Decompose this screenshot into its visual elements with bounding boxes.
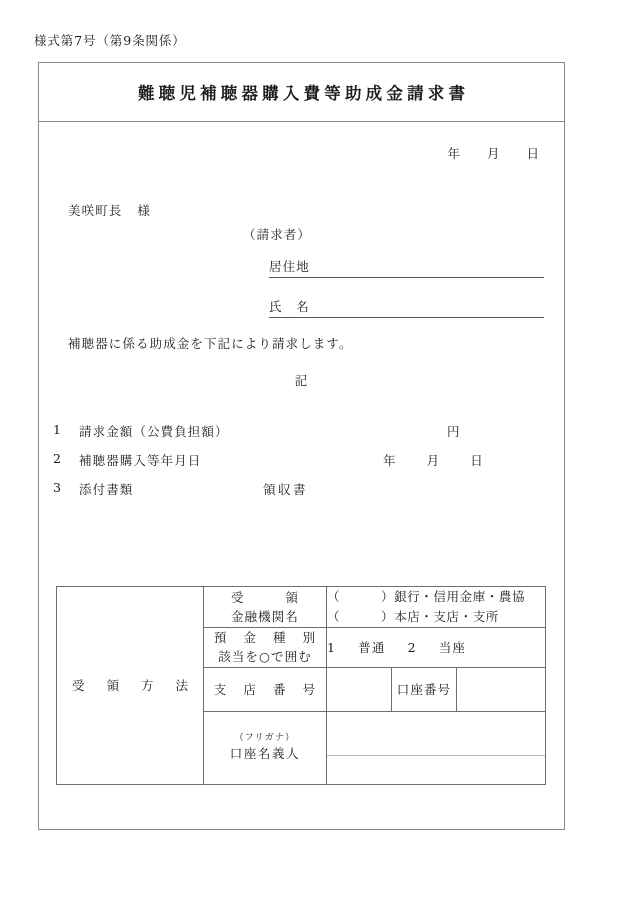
table-row-bank xyxy=(57,587,546,628)
receipt-method-char-1: 受 xyxy=(71,677,85,693)
purchase-year-label: 年 xyxy=(383,453,397,468)
addressee-honorific: 様 xyxy=(137,203,152,218)
furigana-value[interactable] xyxy=(327,740,545,756)
branch-type-line xyxy=(327,607,545,627)
branch-char-2: 店 xyxy=(243,681,257,697)
deposit-char-3: 種 xyxy=(273,630,287,645)
claim-amount-unit: 円 xyxy=(447,424,461,439)
deposit-char-1: 預 xyxy=(213,630,228,645)
receipt-method-char-4: 法 xyxy=(175,677,189,693)
account-number-key: 口座番号 xyxy=(392,667,457,711)
deposit-option-2-label[interactable]: 当座 xyxy=(438,640,467,656)
item-purchase-date xyxy=(53,451,544,480)
addressee-office: 美咲町長 xyxy=(68,203,123,218)
item-list xyxy=(53,422,544,509)
name-field[interactable] xyxy=(269,298,544,318)
item-number: 1 xyxy=(53,422,63,437)
purchase-day-label: 日 xyxy=(470,453,484,468)
branch-char-4: 号 xyxy=(302,681,317,697)
account-number-value[interactable] xyxy=(457,667,546,711)
account-holder-key xyxy=(204,711,327,784)
deposit-key-line-1 xyxy=(204,628,326,647)
request-statement: 補聴器に係る助成金を下記により請求します。 xyxy=(68,336,353,351)
account-holder-value[interactable] xyxy=(327,711,546,784)
deposit-option-1-number: 1 xyxy=(327,640,337,656)
bank-name-key xyxy=(204,587,327,628)
deposit-option-2-number: 2 xyxy=(407,640,417,656)
bank-name-value[interactable] xyxy=(327,587,546,628)
purchase-date-value[interactable] xyxy=(383,451,484,469)
bank-paren-open-1: （ xyxy=(327,589,341,604)
receipt-method-char-2: 領 xyxy=(106,677,119,693)
bank-paren-open-2: （ xyxy=(327,609,341,624)
title-band xyxy=(39,63,564,122)
addressee xyxy=(68,201,151,219)
document-body xyxy=(39,122,564,829)
branch-type-options: ）本店・支店・支所 xyxy=(381,609,499,624)
branch-number-key xyxy=(204,667,327,711)
item-attachments xyxy=(53,480,544,509)
item-label: 添付書類 xyxy=(79,482,134,497)
account-holder-label: 口座名義人 xyxy=(229,746,301,762)
receipt-method-table xyxy=(56,586,546,785)
document-title: 難聴児補聴器購入費等助成金請求書 xyxy=(137,84,470,103)
name-label: 氏 名 xyxy=(269,299,310,314)
branch-number-value[interactable] xyxy=(327,667,392,711)
deposit-kind-key xyxy=(204,628,327,668)
date-line xyxy=(447,144,540,162)
receipt-method-char-3: 方 xyxy=(141,677,154,693)
deposit-char-4: 別 xyxy=(302,630,317,645)
document-frame xyxy=(38,62,565,830)
attachment-value: 領収書 xyxy=(263,482,309,497)
deposit-kind-options[interactable] xyxy=(327,628,546,668)
item-number: 2 xyxy=(53,451,63,466)
item-number: 3 xyxy=(53,480,63,495)
bank-type-line xyxy=(327,587,545,607)
bank-key-line-2: 金融機関名 xyxy=(230,609,299,624)
branch-char-1: 支 xyxy=(213,681,228,697)
bank-key-line-1: 受 領 xyxy=(230,589,299,605)
deposit-option-1-label[interactable]: 普通 xyxy=(358,640,386,656)
residence-field[interactable] xyxy=(269,258,544,278)
date-month-label: 月 xyxy=(486,146,501,161)
deposit-key-line-2: 該当を○で囲む xyxy=(218,649,312,665)
date-day-label: 日 xyxy=(526,146,540,161)
item-label: 請求金額（公費負担額） xyxy=(79,424,229,439)
residence-label: 居住地 xyxy=(269,259,310,274)
branch-char-3: 番 xyxy=(273,681,287,697)
form-number-label: 様式第7号（第9条関係） xyxy=(34,33,186,48)
item-label: 補聴器購入等年月日 xyxy=(79,453,202,468)
ki-mark: 記 xyxy=(294,373,309,388)
receipt-method-label xyxy=(57,587,204,785)
date-year-label: 年 xyxy=(447,146,461,161)
bank-type-options: ）銀行・信用金庫・農協 xyxy=(381,589,526,604)
deposit-char-2: 金 xyxy=(243,630,257,645)
purchase-month-label: 月 xyxy=(426,453,441,468)
claimant-tag: （請求者） xyxy=(243,227,312,242)
furigana-label: （フリガナ） xyxy=(234,732,296,743)
item-claim-amount xyxy=(53,422,544,451)
